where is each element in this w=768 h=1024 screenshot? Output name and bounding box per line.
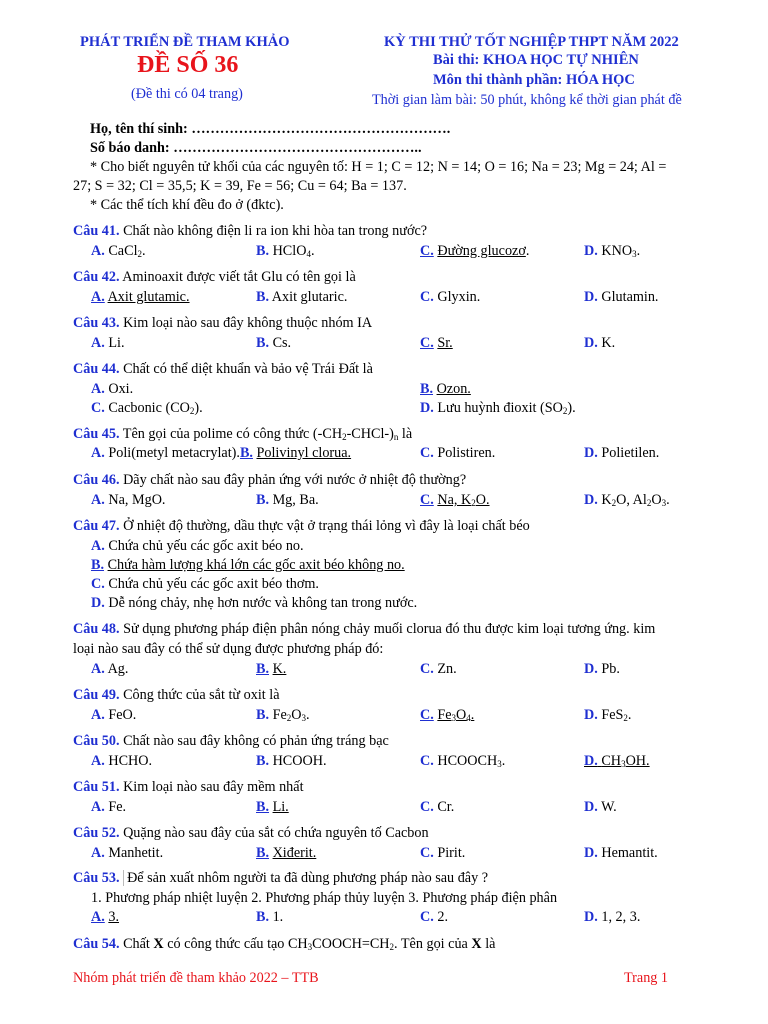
question-48-cont: loại nào sau đây có thể sử dụng được phương pháp đó:: [73, 641, 384, 657]
question-54: Câu 54. Chất X có công thức cấu tạo $CH_3COOCH=CH_2$. Tên gọi của X là: [73, 936, 496, 952]
option-b-answer[interactable]: B. Ozon.: [420, 381, 471, 397]
option-d-answer[interactable]: D. $CH_3OH$.: [584, 753, 650, 769]
option-d[interactable]: D. FeS$_2$.: [584, 707, 632, 723]
option-d[interactable]: D. 1, 2, 3.: [584, 909, 641, 925]
option-d[interactable]: D. Hemantit.: [584, 845, 658, 861]
option-b[interactable]: B. 1.: [256, 909, 284, 925]
question-43: Câu 43. Kim loại nào sau đây không thuộc nhóm IA: [73, 315, 373, 331]
footer-group-name: Nhóm phát triển đề tham khảo 2022 – TTB: [73, 970, 319, 986]
question-42: Câu 42. Aminoaxit được viết tắt Glu có tên gọi là: [73, 269, 356, 285]
option-b-answer[interactable]: B. Chứa hàm lượng khá lớn các gốc axit béo không no.: [91, 557, 405, 573]
question-46: Câu 46. Dãy chất nào sau đây phản ứng với nước ở nhiệt độ thường?: [73, 472, 467, 488]
option-c[interactable]: C. Cr.: [420, 799, 455, 815]
left-header-title: PHÁT TRIỂN ĐỀ THAM KHẢO: [80, 34, 290, 50]
question-45: Câu 45. Tên gọi của polime có công thức $(-CH_2-CHCl-)_n$ là: [73, 426, 413, 442]
option-d[interactable]: D. Pb.: [584, 661, 620, 677]
question-47: Câu 47. Ở nhiệt độ thường, dầu thực vật ở trạng thái lỏng vì đây là loại chất béo: [73, 518, 530, 534]
option-d[interactable]: D. $KNO_3$.: [584, 243, 641, 259]
pages-note: (Đề thi có 04 trang): [131, 86, 243, 102]
component-line: Môn thi thành phần: HÓA HỌC: [433, 72, 635, 88]
option-a[interactable]: A. Li.: [91, 335, 125, 351]
option-c[interactable]: C. Pirit.: [420, 845, 466, 861]
option-c[interactable]: C. 2.: [420, 909, 448, 925]
option-d[interactable]: D. $K_2O$, $Al_2O_3$.: [584, 492, 670, 508]
exam-code: ĐỀ SỐ 36: [137, 52, 239, 78]
option-a[interactable]: A. Chứa chủ yếu các gốc axit béo no.: [91, 538, 304, 554]
question-50: Câu 50. Chất nào sau đây không có phản ứng tráng bạc: [73, 733, 389, 749]
option-b[interactable]: B. Mg, Ba.: [256, 492, 319, 508]
option-a-answer[interactable]: A. 3.: [91, 909, 119, 925]
option-c[interactable]: C. Chứa chủ yếu các gốc axit béo thơm.: [91, 576, 319, 592]
candidate-name-dots: ……………………………………………….: [191, 121, 451, 137]
question-number: Câu 41.: [73, 223, 120, 239]
exam-title: KỲ THI THỬ TỐT NGHIỆP THPT NĂM 2022: [384, 34, 679, 50]
question-53-methods: 1. Phương pháp nhiệt luyện 2. Phương pháp thủy luyện 3. Phương pháp điện phân: [91, 890, 558, 906]
option-c[interactable]: C. Polistiren.: [420, 445, 496, 461]
option-d[interactable]: D. Polietilen.: [584, 445, 660, 461]
question-53: Câu 53. Để sản xuất nhôm người ta đã dùng phương pháp nào sau đây ?: [73, 870, 489, 886]
time-line: Thời gian làm bài: 50 phút, không kể thời gian phát đề: [372, 92, 682, 108]
question-text: Chất nào không điện li ra ion khi hòa tan trong nước?: [119, 223, 428, 239]
page-number: Trang 1: [624, 970, 669, 986]
option-c-answer[interactable]: C. Sr.: [420, 335, 453, 351]
option-a[interactable]: A. FeO.: [91, 707, 137, 723]
atomic-mass-note: * Cho biết nguyên tử khối của các nguyên tố: H = 1; C = 12; N = 14; O = 16; Na = 23; Mg = 24; Al =: [90, 159, 667, 175]
option-c-answer[interactable]: C. Đường glucozơ.: [420, 243, 530, 259]
option-b[interactable]: B. $Fe_2O_3$.: [256, 707, 310, 723]
option-b-answer[interactable]: B. K.: [256, 661, 287, 677]
option-b[interactable]: B. HClO$_4$.: [256, 243, 315, 259]
question-51: Câu 51. Kim loại nào sau đây mềm nhất: [73, 779, 304, 795]
option-c[interactable]: C. $HCOOCH_3$.: [420, 753, 506, 769]
option-a[interactable]: A. Ag.: [91, 661, 129, 677]
option-c-answer[interactable]: C. $Fe_3O_4$.: [420, 707, 475, 723]
candidate-id-row: [90, 139, 421, 158]
question-44: Câu 44. Chất có thể diệt khuẩn và bảo vệ Trái Đất là: [73, 361, 373, 377]
candidate-id-label: Số báo danh:: [90, 140, 170, 156]
option-a[interactable]: A. Oxi.: [91, 381, 134, 397]
option-b-answer[interactable]: B. Li.: [256, 799, 289, 815]
option-d[interactable]: D. K.: [584, 335, 616, 351]
candidate-name-row: [90, 120, 450, 139]
option-a[interactable]: A. Fe.: [91, 799, 127, 815]
option-b-answer[interactable]: B. Xiđerit.: [256, 845, 317, 861]
question-49: Câu 49. Công thức của sắt từ oxit là: [73, 687, 280, 703]
option-b[interactable]: B. HCOOH.: [256, 753, 327, 769]
atomic-mass-note-cont: 27; S = 32; Cl = 35,5; K = 39, Fe = 56; Cu = 64; Ba = 137.: [73, 178, 407, 194]
option-d[interactable]: D. W.: [584, 799, 617, 815]
option-a-answer[interactable]: A. Axit glutamic.: [91, 289, 190, 305]
option-c[interactable]: C. Cacbonic $(CO_2)$.: [91, 400, 203, 416]
option-b[interactable]: B. Axit glutaric.: [256, 289, 348, 305]
option-d[interactable]: D. Dễ nóng chảy, nhẹ hơn nước và không tan trong nước.: [91, 595, 418, 611]
option-a[interactable]: A. HCHO.: [91, 753, 153, 769]
option-a[interactable]: A. Poli(metyl metacrylat).B. Polivinyl clorua.: [91, 445, 352, 461]
option-a[interactable]: A. Manhetit.: [91, 845, 164, 861]
gas-volume-note: * Các thể tích khí đều đo ở (đktc).: [90, 197, 284, 213]
question-48: Câu 48. Sử dụng phương pháp điện phân nóng chảy muối clorua đó thu được kim loại tương ứng. kim: [73, 621, 656, 637]
candidate-name-label: Họ, tên thí sinh:: [90, 121, 188, 137]
question-41: [73, 222, 427, 241]
candidate-id-dots: ……………………………………………..: [173, 140, 422, 156]
option-b[interactable]: B. Cs.: [256, 335, 292, 351]
option-a[interactable]: A. Na, MgO.: [91, 492, 166, 508]
option-d[interactable]: D. Glutamin.: [584, 289, 659, 305]
option-c[interactable]: C. Zn.: [420, 661, 457, 677]
option-c[interactable]: C. Glyxin.: [420, 289, 481, 305]
question-52: Câu 52. Quặng nào sau đây của sắt có chứa nguyên tố Cacbon: [73, 825, 429, 841]
subject-line: Bài thi: KHOA HỌC TỰ NHIÊN: [433, 52, 639, 68]
option-d[interactable]: D. Lưu huỳnh đioxit $(SO_2)$.: [420, 400, 576, 416]
option-a[interactable]: A. CaCl$_2$.: [91, 243, 146, 259]
option-c-answer[interactable]: C. Na, $K_2O$.: [420, 492, 490, 508]
